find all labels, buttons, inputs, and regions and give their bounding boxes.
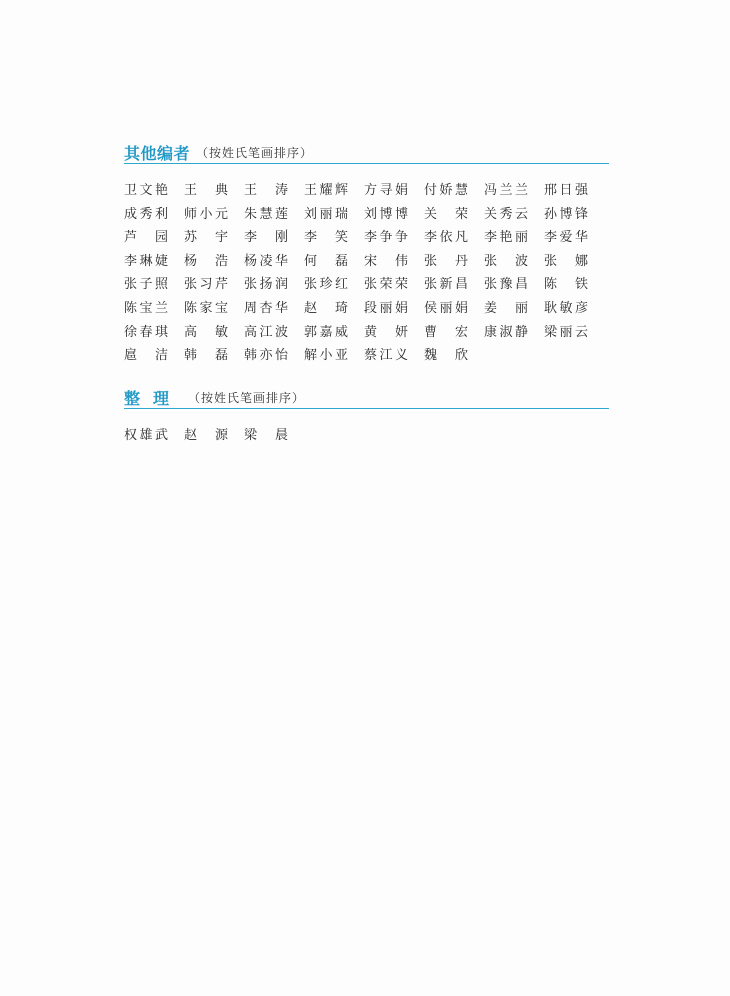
other-editors-section: [124, 143, 609, 368]
person-name: 方 寻 娟: [364, 183, 408, 198]
person-name: 张 扬 润: [244, 277, 288, 293]
person-name: 黄 妍: [364, 324, 408, 340]
person-name: 付 娇 慧: [424, 183, 468, 198]
person-name: 杨 凌 华: [244, 253, 288, 269]
person-name: 赵 源: [184, 428, 228, 443]
person-name: 成 秀 利: [124, 206, 168, 222]
person-name: 徐 春 琪: [124, 324, 168, 340]
person-name: 曹 宏: [424, 324, 468, 340]
person-name: 朱 慧 莲: [244, 206, 288, 222]
person-name: 宋 伟: [364, 253, 408, 269]
section-title: 其他编者: [124, 144, 191, 163]
person-name: 梁 丽 云: [544, 324, 588, 340]
person-name: 邢 日 强: [544, 183, 588, 198]
person-name: 陈 宝 兰: [124, 300, 168, 316]
arranger-name-list: [124, 424, 609, 448]
person-name: 康 淑 静: [484, 324, 528, 340]
person-name: 张 丹: [424, 253, 468, 269]
arrangement-section: [124, 388, 609, 448]
person-name: 陈 家 宝: [184, 300, 228, 316]
person-name: 何 磊: [304, 253, 348, 269]
person-name: 苏 宇: [184, 230, 228, 246]
person-name: 侯 丽 娟: [424, 300, 468, 316]
person-name: 李 争 争: [364, 230, 408, 246]
person-name: 刘 丽 瑞: [304, 206, 348, 222]
person-name: 刘 博 博: [364, 206, 408, 222]
person-name: 王 典: [184, 183, 228, 198]
person-name: 李 笑: [304, 230, 348, 246]
person-name: 张 子 照: [124, 277, 168, 293]
person-name: 权 雄 武: [124, 428, 168, 443]
person-name: 高 江 波: [244, 324, 288, 340]
person-name: 李 爱 华: [544, 230, 588, 246]
person-name: 张 荣 荣: [364, 277, 408, 293]
person-name: 张 豫 昌: [484, 277, 528, 293]
person-name: 韩 亦 怡: [244, 348, 288, 364]
person-name: 蔡 江 义: [364, 348, 408, 364]
person-name: 姜 丽: [484, 300, 528, 316]
section-title: 整理: [124, 389, 183, 408]
person-name: 李 刚: [244, 230, 288, 246]
person-name: 陈 铁: [544, 277, 588, 293]
person-name: 张 波: [484, 253, 528, 269]
person-name: 师 小 元: [184, 206, 228, 222]
person-name: 张 珍 红: [304, 277, 348, 293]
person-name: 李 艳 丽: [484, 230, 528, 246]
person-name: 孙 博 锋: [544, 206, 588, 222]
section-header: [124, 143, 609, 164]
person-name: 张 习 芹: [184, 277, 228, 293]
editor-name-list: [124, 179, 609, 368]
person-name: 韩 磊: [184, 348, 228, 364]
person-name: 杨 浩: [184, 253, 228, 269]
person-name: 芦 园: [124, 230, 168, 246]
person-name: 李 琳 婕: [124, 253, 168, 269]
person-name: 扈 洁: [124, 348, 168, 364]
person-name: 魏 欣: [424, 348, 468, 364]
person-name: 张 新 昌: [424, 277, 468, 293]
person-name: 张 娜: [544, 253, 588, 269]
person-name: 段 丽 娟: [364, 300, 408, 316]
person-name: 郭 嘉 威: [304, 324, 348, 340]
person-name: 冯 兰 兰: [484, 183, 528, 198]
section-header: [124, 388, 609, 409]
person-name: 解 小 亚: [304, 348, 348, 364]
person-name: 关 秀 云: [484, 206, 528, 222]
person-name: 卫 文 艳: [124, 183, 168, 198]
person-name: 关 荣: [424, 206, 468, 222]
section-note: （按姓氏笔画排序）: [196, 146, 314, 160]
person-name: 王 耀 辉: [304, 183, 348, 198]
person-name: 周 杏 华: [244, 300, 288, 316]
person-name: 李 依 凡: [424, 230, 468, 246]
person-name: 王 涛: [244, 183, 288, 198]
person-name: 赵 琦: [304, 300, 348, 316]
person-name: 高 敏: [184, 324, 228, 340]
person-name: 梁 晨: [244, 428, 288, 443]
section-note: （按姓氏笔画排序）: [188, 391, 306, 405]
person-name: 耿 敏 彦: [544, 300, 588, 316]
